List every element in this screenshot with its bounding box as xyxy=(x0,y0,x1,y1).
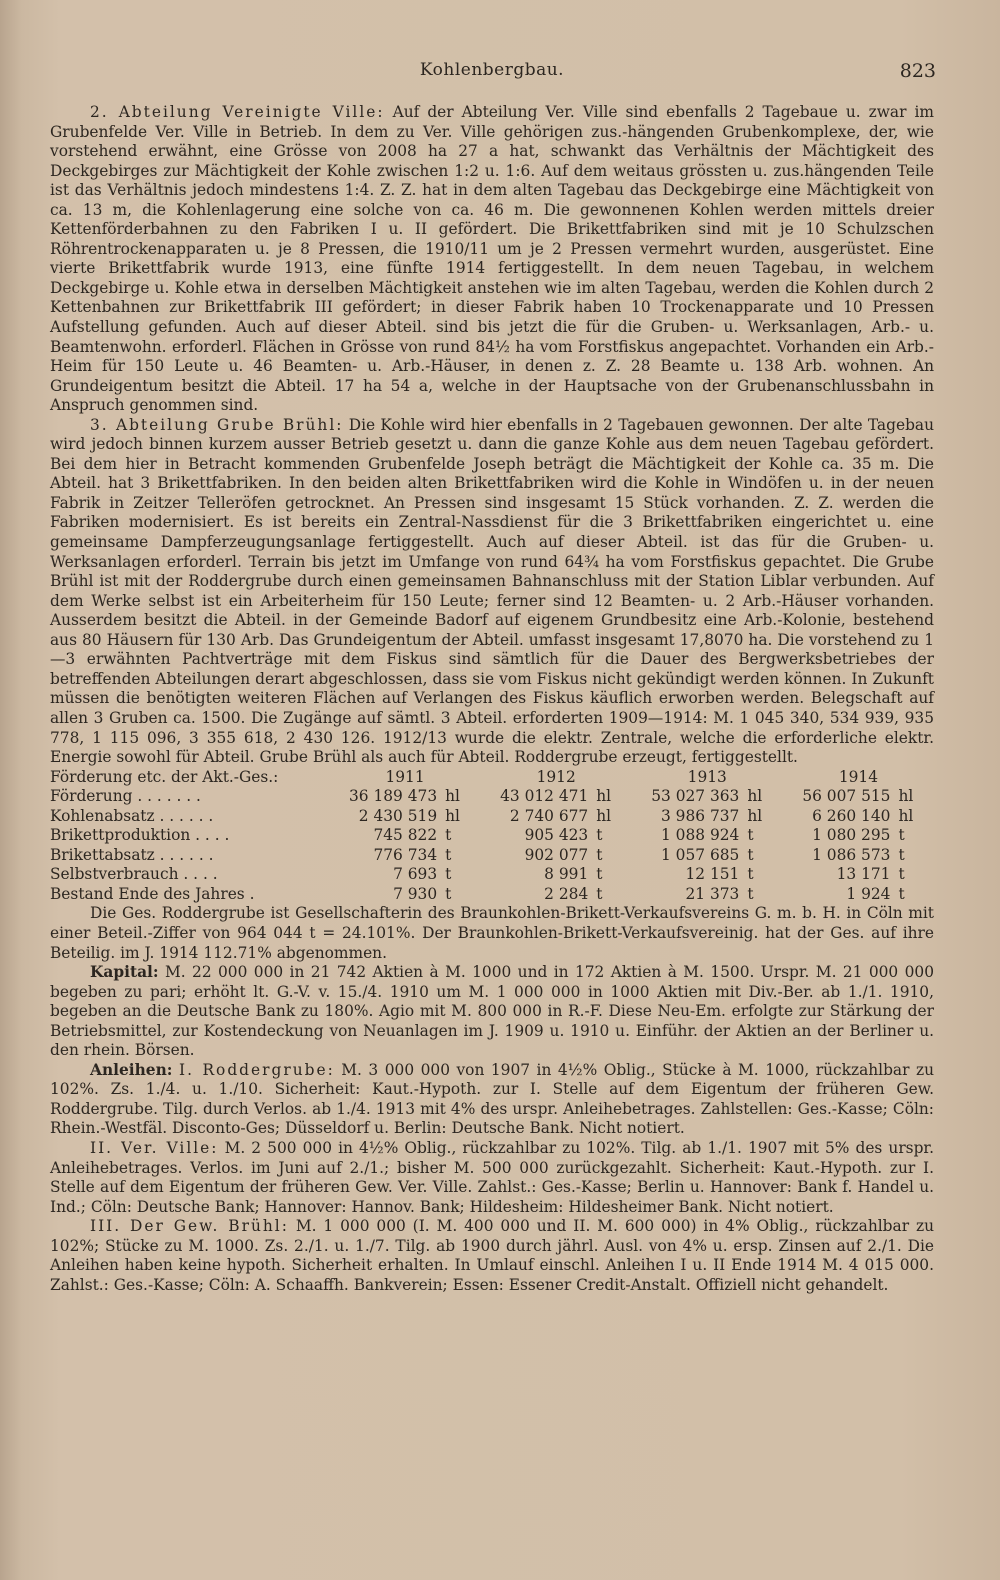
row-label: Kohlenabsatz . . . . . . xyxy=(50,806,214,825)
anleihe-i-text: M. 3 000 000 von 1907 in 4½% Oblig., Stücke à M. 1000, rückzahlbar zu 102%. Zs. 1./4. u. 1./10. Sicherheit: Kaut.-Hypoth. zur I. Stelle auf dem Eigentum der früheren Gew. Roddergrube. Tilg. durch Verlos. ab 1./4. 1913 mit 4% des urspr. Anleihebetrages. Zahlstellen: Ges.-Kasse; Cöln: Rhein.-Westfäl. Disconto-Ges; Düsseldorf u. Berlin: Deutsche Bank. Nicht notiert. xyxy=(50,1060,934,1138)
cell-unit: t xyxy=(747,884,754,903)
row-label: Selbstverbrauch . . . . xyxy=(50,865,218,884)
cell-value: 2 430 519 xyxy=(358,806,438,825)
cell-unit: hl xyxy=(898,787,914,806)
cell-unit: t xyxy=(898,865,905,884)
row-label: Brikettabsatz . . . . . . xyxy=(50,845,214,864)
page-number: 823 xyxy=(899,60,936,82)
cell-value: 3 986 737 xyxy=(661,806,740,825)
cell-unit: t xyxy=(747,845,754,864)
cell-value: 1 088 924 xyxy=(661,826,740,845)
cell-value: 1 057 685 xyxy=(661,845,740,864)
page-header xyxy=(48,60,936,88)
cell-unit: hl xyxy=(445,806,460,825)
section-heading-grube-bruehl: 3. Abteilung Grube Brühl: xyxy=(90,415,344,434)
anleihe-ii-heading: II. Ver. Ville: xyxy=(90,1138,219,1157)
cell-unit: hl xyxy=(898,806,914,825)
kapital-label: Kapital: xyxy=(90,963,159,982)
cell-value: 905 423 xyxy=(524,826,589,845)
table-row xyxy=(50,787,934,807)
year-header: 1913 xyxy=(687,767,727,786)
cell-value: 12 151 xyxy=(685,865,740,884)
anleihen-label: Anleihen: xyxy=(90,1060,173,1079)
cell-unit: t xyxy=(898,884,905,903)
year-header: 1911 xyxy=(385,767,425,786)
page-body xyxy=(50,103,934,1295)
cell-value: 902 077 xyxy=(524,845,589,864)
cell-unit: t xyxy=(445,845,452,864)
year-header: 1912 xyxy=(536,767,576,786)
table-header-row xyxy=(50,768,934,788)
cell-unit: t xyxy=(898,845,905,864)
running-title: Kohlenbergbau. xyxy=(419,60,565,80)
cell-unit: t xyxy=(747,865,754,884)
cell-value: 776 734 xyxy=(373,845,438,864)
cell-unit: hl xyxy=(445,787,460,806)
cell-value: 745 822 xyxy=(373,826,438,845)
cell-value: 7 693 xyxy=(393,865,438,884)
table-row xyxy=(50,865,934,885)
cell-value: 13 171 xyxy=(836,865,891,884)
cell-unit: hl xyxy=(747,806,763,825)
cell-value: 1 086 573 xyxy=(812,845,891,864)
cell-value: 2 740 677 xyxy=(509,806,589,825)
anleihe-iii-text: M. 1 000 000 (I. M. 400 000 und II. M. 600 000) in 4% Oblig., rückzahlbar zu 102%; Stücke zu M. 1000. Zs. 2./1. u. 1./7. Tilg. ab 1900 durch jährl. Ausl. von 4% u. ersp. Zinsen auf 2./1. Die Anleihen haben keine hypoth. Sicherheit erhalten. In Umlauf einschl. Anleihen I u. II Ende 1914 M. 4 015 000. Zahlst.: Ges.-Kasse; Cöln: A. Schaaffh. Bankverein; Essen: Essener Credit-Anstalt. Offiziell nicht gehandelt. xyxy=(50,1217,934,1294)
cell-value: 21 373 xyxy=(685,884,740,903)
row-label: Förderung . . . . . . . xyxy=(50,787,201,806)
anleihe-i-heading: I. Roddergrube: xyxy=(179,1060,335,1079)
row-label: Bestand Ende des Jahres . xyxy=(50,884,255,903)
section-text-grube-bruehl: Die Kohle wird hier ebenfalls in 2 Tagebauen gewonnen. Der alte Tagebau wird jedoch binnen kurzem ausser Betrieb gesetzt u. dann die ganze Kohle aus dem neuen Tagebau gefördert. Bei dem hier in Betracht kommenden Grubenfelde Joseph beträgt die Mächtigkeit der Kohle ca. 35 m. Die Abteil. hat 3 Brikettfabriken. In den beiden alten Brikettfabriken wird die Kohle in Windöfen u. in der neuen Fabrik in Zeitzer Telleröfen getrocknet. An Pressen sind insgesamt 15 Stück vorhanden. Z. Z. werden die Fabriken modernisiert. Es ist bereits ein Zentral-Nassdienst für die 3 Brikettfabriken eingerichtet u. eine gemeinsame Dampferzeugungsanlage fertiggestellt. Auch auf dieser Abteil. ist das für die Gruben- u. Werksanlagen erforderl. Terrain bis jetzt im Umfange von rund 64¾ ha vom Forstfiskus gepachtet. Die Grube Brühl ist mit der Roddergrube durch einen gemeinsamen Bahnanschluss mit der Station Liblar verbunden. Auf dem Werke selbst ist ein Arbeiterheim für 150 Leute; ferner sind 12 Beamten- u. 2 Arb.-Häuser vorhanden. Ausserdem besitzt die Abteil. in der Gemeinde Badorf auf eigenem Grundbesitz eine Arb.-Kolonie, bestehend aus 80 Häusern für 130 Arb. Das Grundeigentum der Abteil. umfasst insgesamt 17,8070 ha. Die vorstehend zu 1—3 erwähnten Pachtverträge mit dem Fiskus sind sämtlich für die Dauer des Bergwerksbetriebes der betreffenden Abteilungen derart abgeschlossen, dass sie vom Fiskus nicht gekündigt werden können. In Zukunft müssen die benötigten weiteren Flächen auf Verlangen des Fiskus käuflich erworben werden. Belegschaft auf allen 3 Gruben ca. 1500. Die Zugänge auf sämtl. 3 Abteil. erforderten 1909—1914: M. 1 045 340, 534 939, 935 778, 1 115 096, 3 355 618, 2 430 126. 1912/13 wurde die elektr. Zentrale, welche die erforderliche elektr. Energie sowohl für Abteil. Grube Brühl als auch für Abteil. Roddergrube erzeugt, fertiggestellt. xyxy=(50,415,935,767)
cell-value: 6 260 140 xyxy=(812,806,891,825)
paragraph-vereinigte-ville xyxy=(50,103,934,416)
table-row xyxy=(50,826,934,846)
table-row xyxy=(50,846,934,866)
table-row xyxy=(50,885,934,905)
cell-value: 1 080 295 xyxy=(812,826,891,845)
cell-unit: t xyxy=(596,826,603,845)
year-header: 1914 xyxy=(838,767,878,786)
cell-value: 43 012 471 xyxy=(500,787,589,806)
paragraph-anleihen-iii xyxy=(50,1217,934,1295)
paragraph-verkaufsverein: Die Ges. Roddergrube ist Gesellschafterin des Braunkohlen-Brikett-Verkaufsvereins G. m. b. H. in Cöln mit einer Beteil.-Ziffer von 964 044 t = 24.101%. Der Braunkohlen-Brikett-Verkaufsvereinig. hat der Ges. auf ihre Beteilig. im J. 1914 112.71% abgenommen. xyxy=(50,904,934,962)
anleihe-ii-text: M. 2 500 000 in 4½% Oblig., rückzahlbar zu 102%. Tilg. ab 1./1. 1907 mit 5% des urspr. Anleihebetrages. Verlos. im Juni auf 2./1.; bisher M. 500 000 zurückgezahlt. Sicherheit: Kaut.-Hypoth. zur I. Stelle auf dem Eigentum der früheren Gew. Ver. Ville. Zahlst.: Ges.-Kasse; Berlin u. Hannover: Bank f. Handel u. Ind.; Cöln: Deutsche Bank; Hannover: Hannov. Bank; Hildesheim: Hildesheimer Bank. Nicht notiert. xyxy=(50,1138,934,1216)
cell-value: 36 189 473 xyxy=(349,787,438,806)
table-caption: Förderung etc. der Akt.-Ges.: xyxy=(50,767,279,786)
cell-unit: t xyxy=(596,845,603,864)
section-text-vereinigte-ville: Auf der Abteilung Ver. Ville sind ebenfalls 2 Tagebaue u. zwar im Grubenfelde Ver. Ville in Betrieb. In dem zu Ver. Ville gehörigen zus.-hängenden Grubenkomplexe, der, wie vorstehend erwähnt, eine Grösse von 2008 ha 27 a hat, schwankt das Verhältnis der Mächtigkeit des Deckgebirges zur Mächtigkeit der Kohle zwischen 1:2 u. 1:6. Auf dem weitaus grössten u. zus.hängenden Teile ist das Verhältnis jedoch mindestens 1:4. Z. Z. hat in dem alten Tagebau das Deckgebirge eine Mächtigkeit von ca. 13 m, die Kohlenlagerung eine solche von ca. 46 m. Die gewonnenen Kohlen werden mittels dreier Kettenförderbahnen zu den Fabriken I u. II gefördert. Die Brikettfabriken sind mit je 10 Schulzschen Röhrentrockenapparaten u. je 8 Pressen, die 1910/11 um je 2 Pressen vermehrt wurden, ausgerüstet. Eine vierte Brikettfabrik wurde 1913, eine fünfte 1914 fertiggestellt. In dem neuen Tagebau, in welchem Deckgebirge u. Kohle etwa in derselben Mächtigkeit anstehen wie im alten Tagebau, werden die Kohlen durch 2 Kettenbahnen zur Brikettfabrik III gefördert; in dieser Fabrik haben 10 Trockenapparate und 10 Pressen Aufstellung gefunden. Auch auf dieser Abteil. sind bis jetzt die für die Gruben- u. Werksanlagen, Arb.- u. Beamtenwohn. erforderl. Flächen in Grösse von rund 84½ ha vom Forstfiskus angepachtet. Vorhanden ein Arb.-Heim für 150 Leute u. 46 Beamten- u. Arb.-Häuser, in denen z. Z. 28 Beamte u. 138 Arb. wohnen. An Grundeigentum besitzt die Abteil. 17 ha 54 a, welche in der Hauptsache von der Grubenanschlussbahn in Anspruch genommen sind. xyxy=(50,103,934,415)
cell-unit: t xyxy=(596,884,603,903)
cell-unit: hl xyxy=(747,787,763,806)
cell-unit: t xyxy=(596,865,603,884)
cell-unit: hl xyxy=(596,787,612,806)
paragraph-grube-bruehl xyxy=(50,416,934,768)
cell-unit: t xyxy=(898,826,905,845)
cell-unit: t xyxy=(445,884,452,903)
cell-value: 53 027 363 xyxy=(651,787,740,806)
paragraph-kapital xyxy=(50,963,934,1061)
paragraph-anleihen-ii xyxy=(50,1139,934,1217)
production-table xyxy=(50,768,934,905)
cell-value: 2 284 xyxy=(544,884,589,903)
cell-unit: t xyxy=(747,826,754,845)
kapital-text: M. 22 000 000 in 21 742 Aktien à M. 1000 und in 172 Aktien à M. 1500. Urspr. M. 21 000 000 begeben zu pari; erhöht lt. G.-V. v. 15./4. 1910 um M. 1 000 000 in 1000 Aktien mit Div.-Ber. ab 1./1. 1910, begeben an die Deutsche Bank zu 180%. Agio mit M. 800 000 in R.-F. Diese Neu-Em. erfolgte zur Stärkung der Betriebsmittel, zur Kostendeckung von Neuanlagen im J. 1909 u. 1910 u. Einführ. der Aktien an der Berliner u. den rhein. Börsen. xyxy=(50,963,934,1060)
cell-value: 7 930 xyxy=(393,884,438,903)
cell-unit: t xyxy=(445,865,452,884)
cell-value: 56 007 515 xyxy=(802,787,891,806)
cell-unit: hl xyxy=(596,806,612,825)
cell-unit: t xyxy=(445,826,452,845)
table-row xyxy=(50,807,934,827)
paragraph-anleihen-i xyxy=(50,1061,934,1139)
section-heading-vereinigte-ville: 2. Abteilung Vereinigte Ville: xyxy=(90,103,385,121)
cell-value: 8 991 xyxy=(544,865,589,884)
anleihe-iii-heading: III. Der Gew. Brühl: xyxy=(90,1217,289,1236)
row-label: Brikettproduktion . . . . xyxy=(50,826,230,845)
cell-value: 1 924 xyxy=(846,884,891,903)
